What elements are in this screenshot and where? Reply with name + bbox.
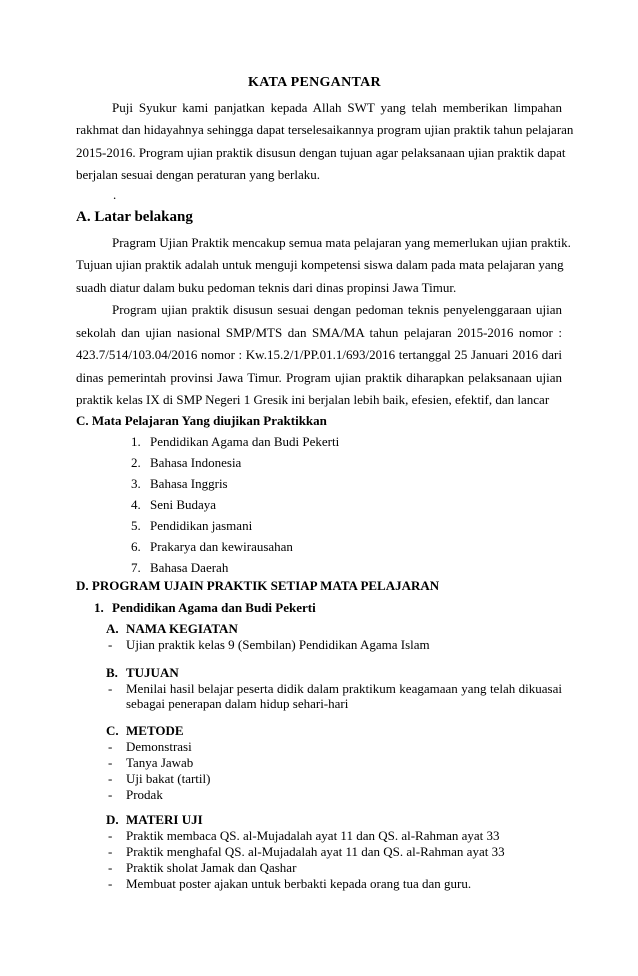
section-d-heading: D. PROGRAM UJAIN PRAKTIK SETIAP MATA PELAJARAN [76, 578, 440, 593]
bullet-dash: - [108, 739, 113, 754]
section-c-heading: C. Mata Pelajaran Yang diujikan Praktikkan [76, 413, 327, 428]
block-item: Menilai hasil belajar peserta didik dalam praktikum keagamaan yang telah dikuasai [126, 681, 562, 696]
block-item: Uji bakat (tartil) [126, 771, 211, 786]
intro-dot: . [113, 187, 117, 202]
intro-line-3: 2015-2016. Program ujian praktik disusun dengan tujuan agar pelaksanaan ujian praktik dapat [76, 145, 566, 160]
bullet-dash: - [108, 637, 113, 652]
section-a-p1-line-1: Pragram Ujian Praktik mencakup semua mata pelajaran yang memerlukan ujian praktik. [112, 235, 571, 250]
block-item: Membuat poster ajakan untuk berbakti kepada orang tua dan guru. [126, 876, 472, 891]
block-heading-tujuan: TUJUAN [126, 665, 179, 680]
list-item-label: Pendidikan Agama dan Budi Pekerti [150, 434, 340, 449]
section-a-p2-line-5: praktik kelas IX di SMP Negeri 1 Gresik ini berjalan lebih baik, efesien, efektif, dan lancar [76, 392, 550, 407]
subsection-heading: Pendidikan Agama dan Budi Pekerti [112, 600, 316, 615]
section-a-p2-line-3: 423.7/514/103.04/2016 nomor : Kw.15.2/1/PP.01.1/693/2016 tertanggal 25 Januari 2016 dari [76, 347, 562, 362]
list-item-number: 1. [131, 434, 141, 449]
subsection-number: 1. [94, 600, 104, 615]
bullet-dash: - [108, 787, 113, 802]
list-item-number: 4. [131, 497, 141, 512]
block-item: Praktik membaca QS. al-Mujadalah ayat 11 dan QS. al-Rahman ayat 33 [126, 828, 500, 843]
block-item: Ujian praktik kelas 9 (Sembilan) Pendidikan Agama Islam [126, 637, 430, 652]
block-letter: A. [106, 621, 119, 636]
list-item-number: 6. [131, 539, 141, 554]
intro-line-4: berjalan sesuai dengan peraturan yang berlaku. [76, 167, 321, 182]
list-item-label: Bahasa Inggris [150, 476, 228, 491]
block-item: Praktik menghafal QS. al-Mujadalah ayat 11 dan QS. al-Rahman ayat 33 [126, 844, 505, 859]
list-item-number: 7. [131, 560, 141, 575]
list-item-label: Bahasa Daerah [150, 560, 229, 575]
block-letter: D. [106, 812, 119, 827]
block-item: Tanya Jawab [126, 755, 194, 770]
section-a-p1-line-3: suadh diatur dalam buku pedoman teknis dari dinas propinsi Jawa Timur. [76, 280, 457, 295]
page-title: KATA PENGANTAR [248, 75, 381, 90]
block-letter: C. [106, 723, 119, 738]
list-item-label: Prakarya dan kewirausahan [150, 539, 293, 554]
block-item: Prodak [126, 787, 163, 802]
bullet-dash: - [108, 755, 113, 770]
section-a-p2-line-2: sekolah dan ujian nasional SMP/MTS dan SMA/MA tahun pelajaran 2015-2016 nomor : [76, 325, 562, 340]
block-heading-metode: METODE [126, 723, 184, 738]
list-item-label: Bahasa Indonesia [150, 455, 242, 470]
section-a-p1-line-2: Tujuan ujian praktik adalah untuk menguji kompetensi siswa dalam pada mata pelajaran yang [76, 257, 564, 272]
list-item-label: Seni Budaya [150, 497, 217, 512]
bullet-dash: - [108, 771, 113, 786]
bullet-dash: - [108, 828, 113, 843]
block-item-continued: sebagai penerapan dalam hidup sehari-hari [126, 696, 349, 711]
bullet-dash: - [108, 681, 113, 696]
bullet-dash: - [108, 876, 113, 891]
intro-line-2: rakhmat dan hidayahnya sehingga dapat terselesaikannya program ujian praktik tahun pelajaran [76, 122, 574, 137]
section-a-heading: A. Latar belakang [76, 209, 193, 225]
block-heading-nama-kegiatan: NAMA KEGIATAN [126, 621, 238, 636]
list-item-number: 2. [131, 455, 141, 470]
list-item-label: Pendidikan jasmani [150, 518, 253, 533]
intro-line-1: Puji Syukur kami panjatkan kepada Allah SWT yang telah memberikan limpahan [112, 100, 562, 115]
list-item-number: 5. [131, 518, 141, 533]
block-item: Praktik sholat Jamak dan Qashar [126, 860, 297, 875]
section-a-p2-line-1: Program ujian praktik disusun sesuai dengan pedoman teknis penyelenggaraan ujian [112, 302, 562, 317]
bullet-dash: - [108, 844, 113, 859]
bullet-dash: - [108, 860, 113, 875]
block-item: Demonstrasi [126, 739, 192, 754]
block-letter: B. [106, 665, 118, 680]
block-heading-materi-uji: MATERI UJI [126, 812, 203, 827]
list-item-number: 3. [131, 476, 141, 491]
section-a-p2-line-4: dinas pemerintah provinsi Jawa Timur. Program ujian praktik diharapkan pelaksanaan ujian [76, 370, 562, 385]
